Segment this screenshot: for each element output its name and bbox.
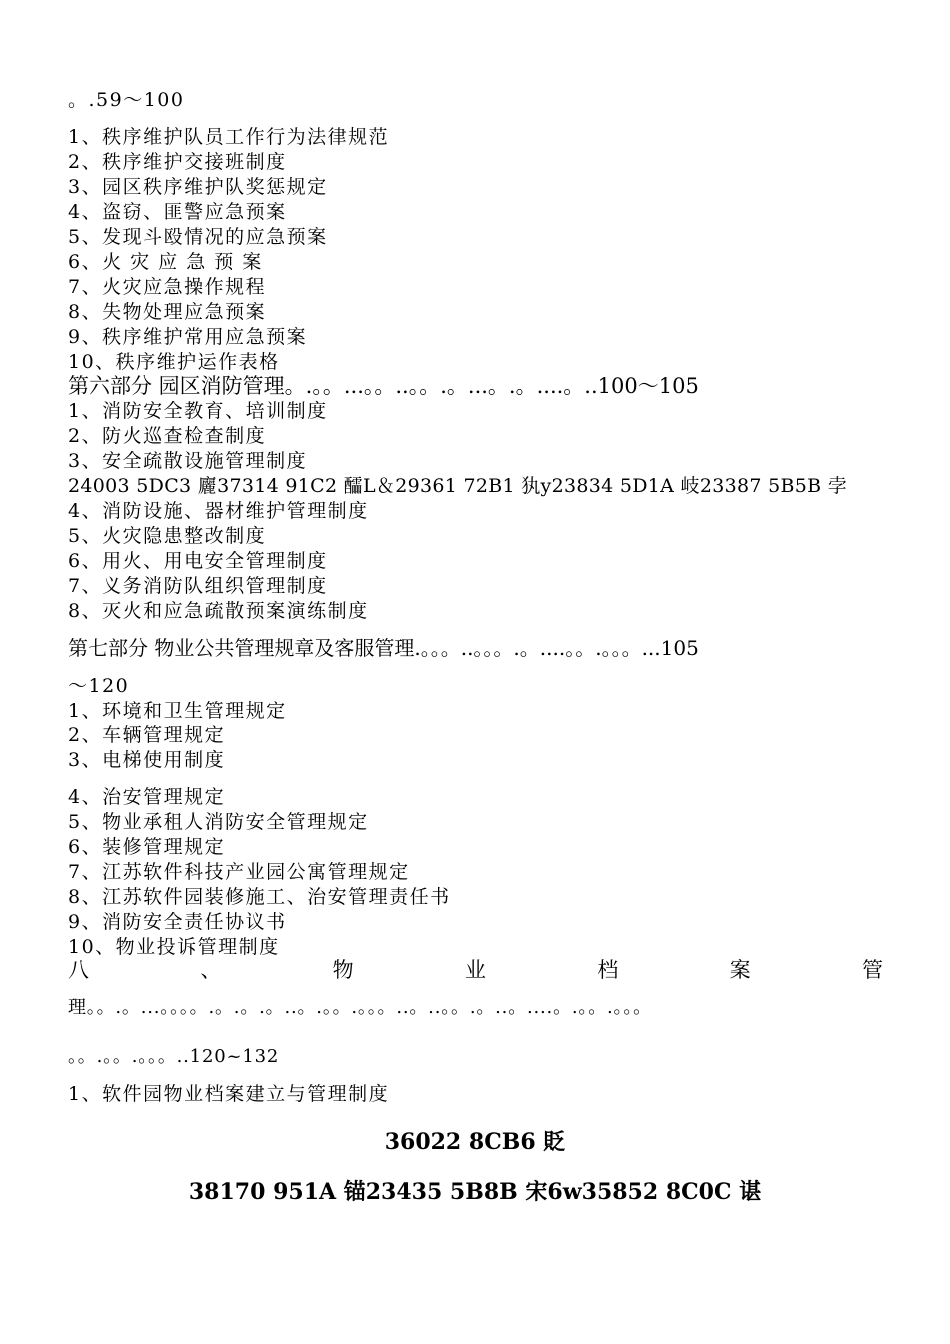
toc-item: 5、发现斗殴情况的应急预案 xyxy=(68,226,328,248)
toc-item: 1、消防安全教育、培训制度 xyxy=(68,400,328,422)
toc-item: 10、物业投诉管理制度 xyxy=(68,936,280,958)
toc-item: 7、火灾应急操作规程 xyxy=(68,276,267,298)
toc-item: 6、火 灾 应 急 预 案 xyxy=(68,251,263,273)
toc-item: 7、义务消防队组织管理制度 xyxy=(68,575,328,597)
section-8-range: 。。.。。.。。。..120~132 xyxy=(68,1046,280,1067)
section-8-char: 物 xyxy=(332,958,354,982)
toc-item: 5、物业承租人消防安全管理规定 xyxy=(68,811,369,833)
toc-item: 3、电梯使用制度 xyxy=(68,749,226,771)
toc-item: 8、灭火和应急疏散预案演练制度 xyxy=(68,600,369,622)
toc-item: 4、盗窃、匪警应急预案 xyxy=(68,201,287,223)
toc-item: 2、秩序维护交接班制度 xyxy=(68,151,287,173)
toc-item: 4、消防设施、器材维护管理制度 xyxy=(68,500,369,522)
section-8-char: 业 xyxy=(464,958,486,982)
toc-item: 6、用火、用电安全管理制度 xyxy=(68,550,328,572)
section-8-char: 八 xyxy=(68,958,89,982)
section-8-char: 档 xyxy=(597,958,619,982)
toc-item: 2、防火巡查检查制度 xyxy=(68,425,267,447)
toc-item: 1、环境和卫生管理规定 xyxy=(68,700,287,722)
section-8-char: 管 xyxy=(861,958,883,982)
toc-item: 9、消防安全责任协议书 xyxy=(68,911,287,933)
footer-code-line: 38170 951A 锚23435 5B8B 宋6w35852 8C0C 谌 xyxy=(188,1179,762,1205)
toc-item: 10、秩序维护运作表格 xyxy=(68,351,280,373)
toc-item: 7、江苏软件科技产业园公寓管理规定 xyxy=(68,861,410,883)
toc-item: 5、火灾隐患整改制度 xyxy=(68,525,267,547)
toc-range-line: 。.59～100 xyxy=(68,89,185,111)
toc-item: 8、失物处理应急预案 xyxy=(68,301,267,323)
toc-item: 1、软件园物业档案建立与管理制度 xyxy=(68,1083,390,1105)
section-8-char: 、 xyxy=(200,958,222,982)
section-7-heading: 第七部分 物业公共管理规章及客服管理.。。。..。。。.。....。。.。。。...105 xyxy=(68,636,699,660)
section-8-char: 案 xyxy=(729,958,751,982)
toc-item: 1、秩序维护队员工作行为法律规范 xyxy=(68,126,390,148)
section-6-heading: 第六部分 园区消防管理。.。。...。。..。。.。...。.。....。..100～105 xyxy=(68,374,699,398)
garbled-code-line: 24003 5DC3 廲37314 91C2 醽L＆29361 72B1 犱y23834 5D1A 岐23387 5B5B 孛 xyxy=(68,475,848,497)
toc-item: 9、秩序维护常用应急预案 xyxy=(68,326,308,348)
toc-item: 3、安全疏散设施管理制度 xyxy=(68,450,308,472)
section-7-range: ～120 xyxy=(68,675,130,697)
section-8-heading xyxy=(68,957,883,983)
footer-code-line: 36022 8CB6 貶 xyxy=(384,1129,566,1155)
toc-item: 8、江苏软件园装修施工、治安管理责任书 xyxy=(68,886,451,908)
toc-item: 4、治安管理规定 xyxy=(68,786,226,808)
section-8-dots: 理。。.。...。。。。.。.。.。..。.。。.。。。..。..。。.。..。....。.。。.。。。 xyxy=(68,997,652,1018)
toc-item: 6、装修管理规定 xyxy=(68,836,226,858)
toc-item: 2、车辆管理规定 xyxy=(68,724,226,746)
toc-item: 3、园区秩序维护队奖惩规定 xyxy=(68,176,328,198)
